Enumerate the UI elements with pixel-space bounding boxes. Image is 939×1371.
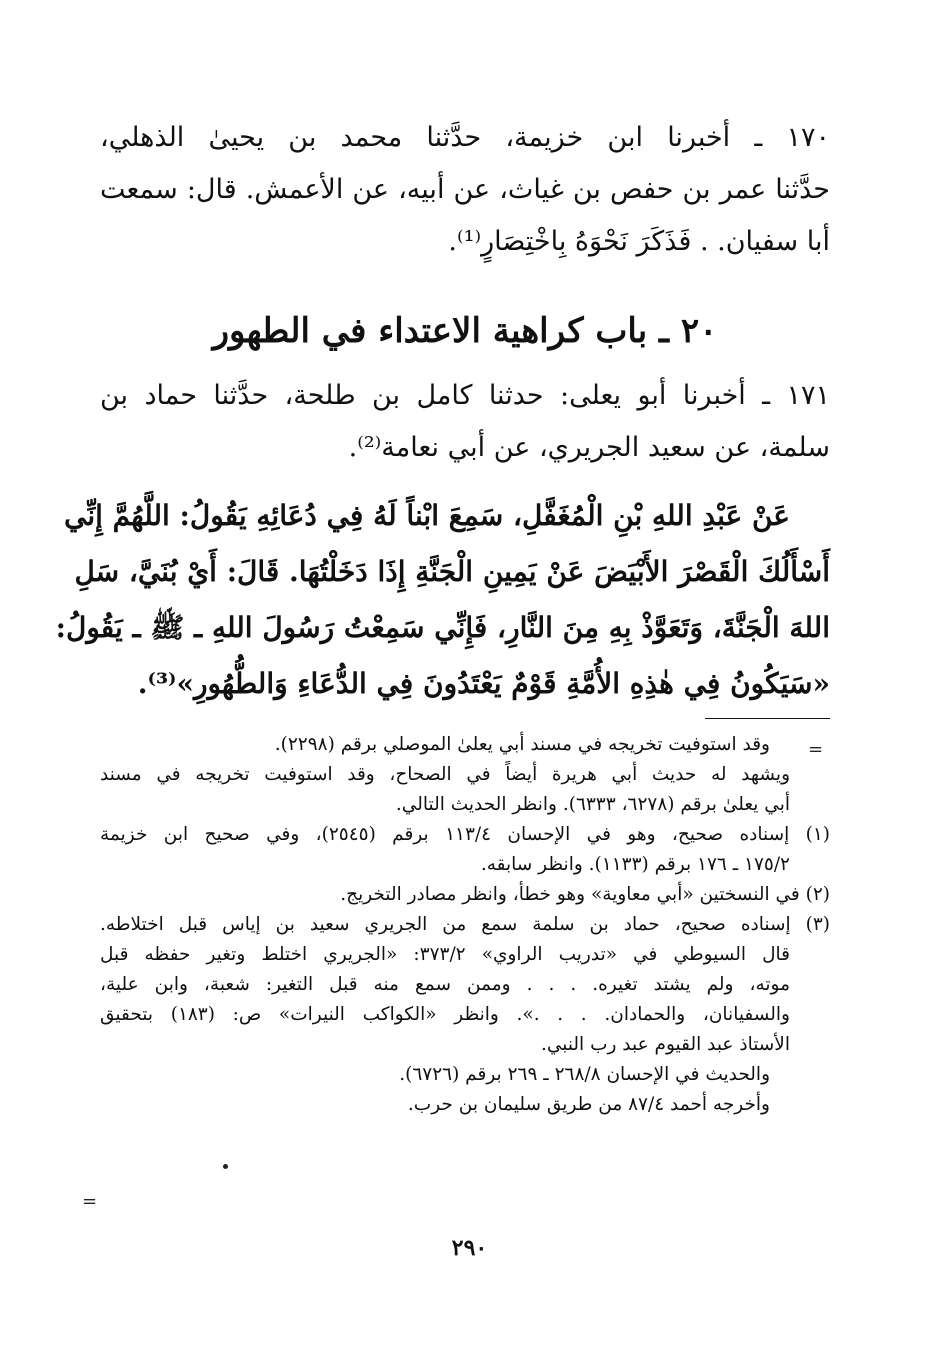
text-line: أبا سفيان. . فَذَكَرَ نَحْوَهُ بِاخْتِصَارٍ⁽¹⁾. — [448, 226, 830, 257]
footnote-3-line: (٣) إسناده صحيح، حماد بن سلمة سمع من الجريري سعيد بن إياس قبل اختلاطه. — [100, 914, 830, 935]
footnote-3-line: والسفيانان، والحمادان. . . .». وانظر «الكواكب النيرات» ص: (١٨٣) بتحقيق — [100, 1004, 790, 1025]
footnote-3-line: الأستاذ عبد القيوم عبد رب النبي. — [540, 1034, 790, 1055]
text-line: حدَّثنا عمر بن حفص بن غياث، عن أبيه، عن الأعمش. قال: سمعت — [100, 174, 830, 205]
footnote-line: ويشهد له حديث أبي هريرة أيضاً في الصحاح، وقد استوفيت تخريجه في مسند — [100, 764, 790, 785]
footnote-3-line: موته، ولم يشتد تغيره. . . . وممن سمع منه قبل التغير: شعبة، وابن علية، — [100, 974, 790, 995]
hadith-171-isnad — [100, 370, 830, 474]
text-line: ١٧١ ـ أخبرنا أبو يعلى: حدثنا كامل بن طلحة، حدَّثنا حماد بن — [100, 380, 830, 411]
end-mark: = — [82, 1191, 98, 1212]
text-line: «سَيَكُونُ فِي هٰذِهِ الأُمَّةِ قَوْمٌ يَعْتَدُونَ فِي الدُّعَاءِ وَالطُّهُورِ»⁽³⁾. — [137, 667, 830, 700]
hadith-171-matn — [55, 488, 830, 712]
chapter-heading: ٢٠ ـ باب كراهية الاعتداء في الطهور — [212, 311, 718, 351]
footnote-3-line: وأخرجه أحمد ٨٧/٤ من طريق سليمان بن حرب. — [407, 1094, 770, 1115]
footnote-1-line: (١) إسناده صحيح، وهو في الإحسان ١١٣/٤ برقم (٢٥٤٥)، وفي صحيح ابن خزيمة — [100, 824, 830, 845]
page-number: ٢٩٠ — [451, 1235, 488, 1261]
footnote-1-line: ١٧٥/٢ ـ ١٧٦ برقم (١١٣٣). وانظر سابقه. — [480, 854, 790, 875]
footnote-3-line: والحديث في الإحسان ٢٦٨/٨ ـ ٢٦٩ برقم (٦٧٢٦). — [399, 1064, 770, 1085]
stray-dot — [223, 1164, 228, 1169]
footnote-line: أبي يعلىٰ برقم (٦٢٧٨، ٦٣٣٣). وانظر الحديث التالي. — [395, 794, 790, 815]
text-line: عَنْ عَبْدِ اللهِ بْنِ الْمُغَفَّلِ، سَمِعَ ابْناً لَهُ فِي دُعَائِهِ يَقُولُ: اللَّهُمَّ إِنِّي — [64, 499, 790, 532]
footnote-3-line: قال السيوطي في «تدريب الراوي» ٣٧٣/٢: «الجريري اختلط وتغير حفظه قبل — [100, 944, 791, 965]
text-line: أَسْأَلُكَ الْقَصْرَ الأَبْيَضَ عَنْ يَمِينِ الْجَنَّةِ إِذَا دَخَلْتُهَا. قَالَ: أَيْ بُنَيَّ، سَلِ — [74, 555, 830, 588]
continuation-mark: = — [808, 739, 824, 760]
footnotes — [100, 730, 830, 1120]
text-line: ١٧٠ ـ أخبرنا ابن خزيمة، حدَّثنا محمد بن يحيىٰ الذهلي، — [100, 122, 830, 153]
text-line: سلمة، عن سعيد الجريري، عن أبي نعامة⁽²⁾. — [348, 432, 830, 463]
footnote-line: وقد استوفيت تخريجه في مسند أبي يعلىٰ الموصلي برقم (٢٢٩٨). — [274, 734, 770, 755]
footnote-divider — [705, 718, 830, 719]
footnote-2-line: (٢) في النسختين «أبي معاوية» وهو خطأ، وانظر مصادر التخريج. — [340, 884, 830, 905]
hadith-170 — [100, 112, 830, 268]
text-line: اللهَ الْجَنَّةَ، وَتَعَوَّذْ بِهِ مِنَ النَّارِ، فَإِنِّي سَمِعْتُ رَسُولَ اللهِ ـ ﷺ ـ يَقُولُ: — [55, 611, 830, 644]
